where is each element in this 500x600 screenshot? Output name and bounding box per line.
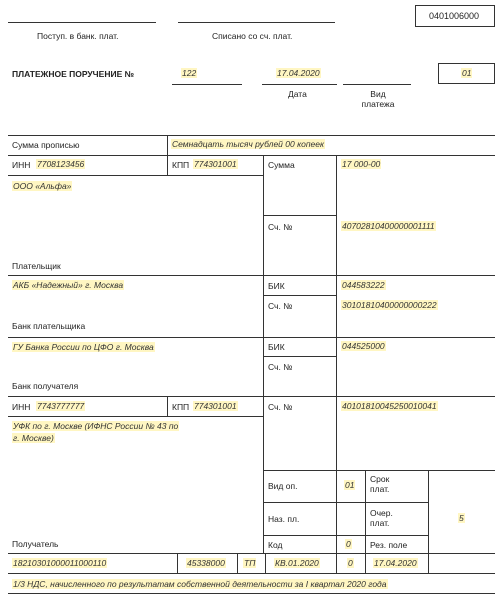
tax-div-4 [336,553,337,573]
recipient-bank-name[interactable]: ГУ Банка России по ЦФО г. Москва [13,342,154,352]
document-title: ПЛАТЕЖНОЕ ПОРУЧЕНИЕ № [12,69,135,79]
tax-doc-date[interactable]: 17.04.2020 [374,558,417,568]
payer-account[interactable]: 40702810400000001111 [342,221,435,231]
recipient-top-line [8,396,495,397]
tax-div-3 [265,553,266,573]
recipient-kpp-label: КПП [172,402,190,412]
received-line [8,22,156,23]
tax-div-6 [428,553,429,573]
order-label: Очер. плат. [370,508,393,528]
received-label: Поступ. в банк. плат. [37,31,119,41]
payer-bank-section-label: Банк плательщика [12,321,86,331]
recipient-bank-bik-label: БИК [268,342,285,352]
reserve-label: Рез. поле [370,540,408,550]
recipient-bank-account-label: Сч. № [268,362,293,372]
payer-bank-bik-bottom-line [263,295,336,296]
amount-words-divider [167,135,168,155]
amount-words-value[interactable]: Семнадцать тысяч рублей 00 копеек [172,139,324,149]
recipient-bank-top-line [8,337,495,338]
operation-top-line [263,470,495,471]
payer-bank-bik-label: БИК [268,281,285,291]
tax-div-2 [237,553,238,573]
tax-oktmo[interactable]: 45338000 [187,558,225,568]
payer-inn-bottom-line [8,175,263,176]
status-code[interactable]: 01 [462,68,472,78]
recipient-section-label: Получатель [12,539,59,549]
term-label: Срок плат. [370,474,390,494]
date-label: Дата [288,89,307,99]
payer-account-label: Сч. № [268,222,293,232]
payer-name[interactable]: ООО «Альфа» [13,181,72,191]
sum-bottom-line [263,215,336,216]
tax-kbk[interactable]: 18210301000011000110 [13,558,107,568]
payer-sum-label: Сумма [268,160,295,170]
payer-inn[interactable]: 7708123456 [37,159,85,169]
value-col-divider [336,155,337,553]
amount-words-label: Сумма прописью [12,140,80,150]
payer-bank-bik[interactable]: 044583222 [342,280,385,290]
payer-bank-name[interactable]: АКБ «Надежный» г. Москва [13,280,124,290]
recipient-bank-bik-bottom-line [263,356,336,357]
recipient-inn-label: ИНН [12,402,31,412]
order-value[interactable]: 5 [459,513,464,523]
document-number[interactable]: 122 [182,68,197,78]
payer-inn-label: ИНН [12,160,31,170]
number-line [172,84,242,85]
recipient-account[interactable]: 40101810045250010041 [342,401,437,411]
payer-section-label: Плательщик [12,261,61,271]
tax-row-bottom-line [8,573,495,574]
operation-mid-divider [365,470,366,553]
tax-doc-number[interactable]: 0 [348,558,353,568]
payment-type-line [343,84,411,85]
amount-words-top-line [8,135,495,136]
tax-div-5 [365,553,366,573]
payer-inn-kpp-divider [167,155,168,175]
payer-top-line [8,155,495,156]
payment-type-label: Вид платежа [361,89,395,109]
recipient-kpp[interactable]: 774301001 [194,401,237,411]
code-label: Код [268,540,283,550]
recipient-bank-section-label: Банк получателя [12,381,79,391]
recipient-account-label: Сч. № [268,402,293,412]
recipient-inn-kpp-divider [167,396,168,416]
debited-label: Списано со сч. плат. [212,31,293,41]
code-value[interactable]: 0 [346,539,351,549]
recipient-name-line1[interactable]: УФК по г. Москве (ИФНС России № 43 по [13,421,179,431]
recipient-inn-bottom-line [8,416,263,417]
purpose-line [8,593,495,594]
tax-div-1 [177,553,178,573]
form-code: 0401006000 [429,11,480,21]
payer-bank-top-line [8,275,495,276]
recipient-inn[interactable]: 7743777777 [37,401,85,411]
payment-purpose[interactable]: 1/3 НДС, начисленного по результатам собственной деятельности за I квартал 2020 года [13,579,387,589]
debited-line [178,22,335,23]
payer-sum[interactable]: 17 000-00 [342,159,381,169]
tax-row-top-line [8,553,495,554]
purpose-code-label: Наз. пл. [268,514,300,524]
payer-kpp[interactable]: 774301001 [194,159,237,169]
op-type-bottom-line [263,502,428,503]
tax-basis[interactable]: ТП [244,558,256,568]
payer-kpp-label: КПП [172,160,190,170]
op-type[interactable]: 01 [345,480,355,490]
op-type-label: Вид оп. [268,481,298,491]
purpose-bottom-line [263,535,428,536]
tax-period[interactable]: КВ.01.2020 [275,558,319,568]
payer-bank-corr-account[interactable]: 30101810400000000222 [342,300,437,310]
payer-bank-account-label: Сч. № [268,301,293,311]
recipient-bank-bik[interactable]: 044525000 [342,341,385,351]
operation-right-divider [428,470,429,553]
date-line [262,84,337,85]
recipient-name-line2[interactable]: г. Москве) [13,433,54,443]
document-date[interactable]: 17.04.2020 [277,68,320,78]
